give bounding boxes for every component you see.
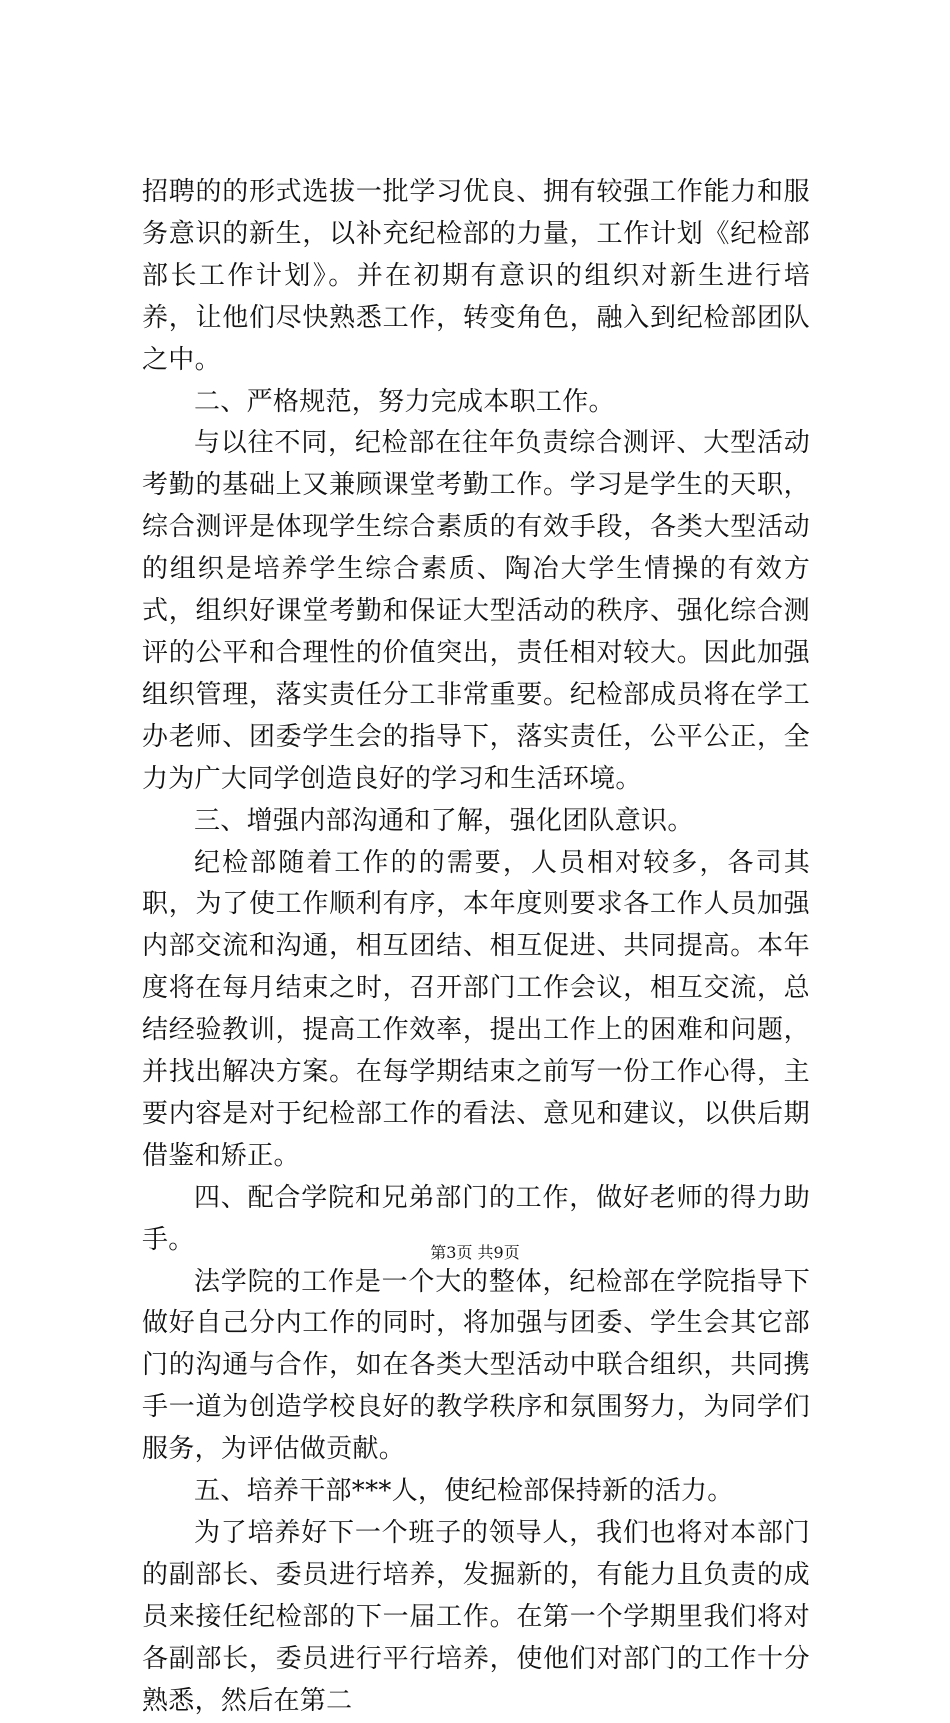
section-heading-3: 三、增强内部沟通和了解，强化团队意识。	[194, 805, 694, 836]
page-number-footer: 第3页 共9页	[430, 1243, 520, 1262]
section-heading-5: 五、培养干部***人，使纪检部保持新的活力。	[194, 1476, 734, 1507]
paragraph-continuation: 招聘的的形式选拔一批学习优良、拥有较强工作能力和服务意识的新生，以补充纪检部的力量，工作计划《纪检部部长工作计划》。并在初期有意识的组织对新生进行培养，让他们尽快熟悉工作，转变角色，融入到纪检部团队之中。	[142, 177, 810, 375]
document-body	[142, 172, 810, 1723]
section-heading-2: 二、严格规范，努力完成本职工作。	[194, 386, 615, 417]
paragraph-section-4: 法学院的工作是一个大的整体，纪检部在学院指导下做好自己分内工作的同时，将加强与团委、学生会其它部门的沟通与合作，如在各类大型活动中联合组织，共同携手一道为创造学校良好的教学秩序和氛围努力，为同学们服务，为评估做贡献。	[142, 1266, 810, 1465]
paragraph-section-3: 纪检部随着工作的的需要，人员相对较多，各司其职，为了使工作顺利有序，本年度则要求各工作人员加强内部交流和沟通，相互团结、相互促进、共同提高。本年度将在每月结束之时，召开部门工作会议，相互交流，总结经验教训，提高工作效率，提出工作上的困难和问题，并找出解决方案。在每学期结束之前写一份工作心得，主要内容是对于纪检部工作的看法、意见和建议，以供后期借鉴和矫正。	[142, 847, 810, 1171]
section-heading-4: 四、配合学院和兄弟部门的工作，做好老师的得力助手。	[142, 1182, 810, 1255]
paragraph-section-5: 为了培养好下一个班子的领导人，我们也将对本部门的副部长、委员进行培养，发掘新的，有能力且负责的成员来接任纪检部的下一届工作。在第一个学期里我们将对各副部长，委员进行平行培养，使他们对部门的工作十分熟悉，然后在第二	[142, 1518, 810, 1716]
paragraph-section-2: 与以往不同，纪检部在往年负责综合测评、大型活动考勤的基础上又兼顾课堂考勤工作。学习是学生的天职，综合测评是体现学生综合素质的有效手段，各类大型活动的组织是培养学生综合素质、陶冶大学生情操的有效方式，组织好课堂考勤和保证大型活动的秩序、强化综合测评的公平和合理性的价值突出，责任相对较大。因此加强组织管理，落实责任分工非常重要。纪检部成员将在学工办老师、团委学生会的指导下，落实责任，公平公正，全力为广大同学创造良好的学习和生活环境。	[142, 428, 810, 794]
